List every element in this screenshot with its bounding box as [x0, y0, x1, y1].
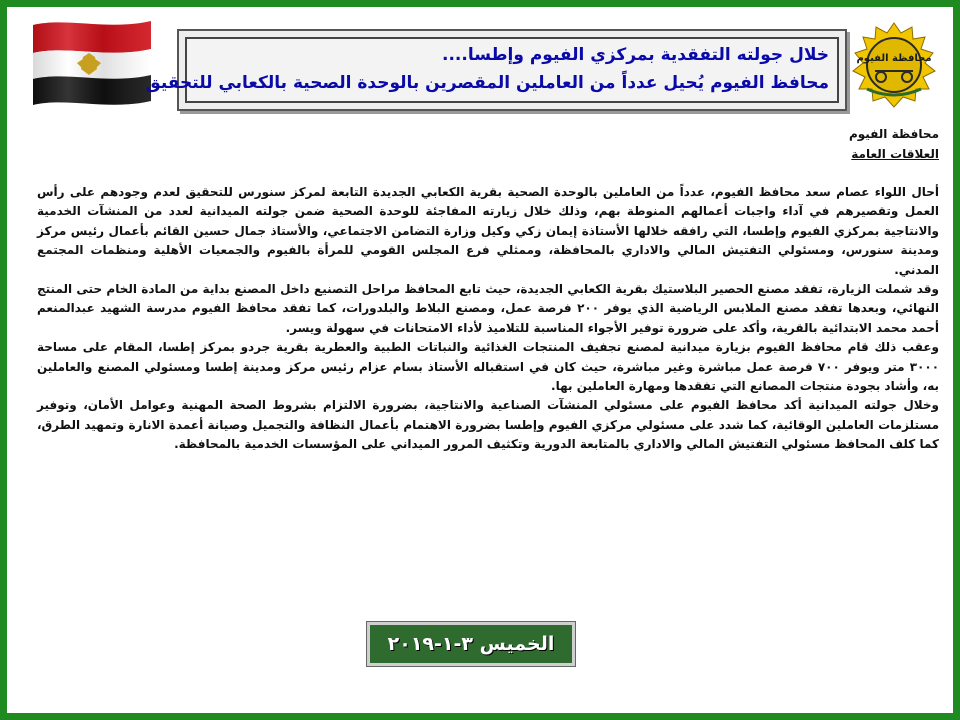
- document-page: [7, 7, 953, 713]
- article-paragraph: وعقب ذلك قام محافظ الفيوم بزيارة ميدانية لمصنع تجفيف المنتجات الغذائية والنباتات الطبية والعطرية بقرية جردو بمركز إطسا، المقام على مساحة ٣٠٠٠ متر ويوفر ٧٠٠ فرصة عمل مباشرة وغير مباشرة، حيث كان في استقباله الأستاذ بسام عزام رئيس مركز ومدينة إطسا ومسئولي المصنع والعاملين به، وأشاد بجودة منتجات المصانع التي تفقدها ومهارة العاملين بها.: [37, 340, 940, 394]
- header-labels: [849, 124, 939, 164]
- article-paragraph: وخلال جولته الميدانية أكد محافظ الفيوم على مسئولي المنشآت الصناعية والانتاجية، بضرورة الالتزام بشروط الصحة المهنية وعوامل الأمان، وتوفير مستلزمات العاملين الوقائية، كما شدد على مسئولي مركزي الفيوم وإطسا بضرورة الاهتمام بأعمال النظافة والتجميل وصيانة أعمدة الانارة وتمهيد الطرق، كما كلف المحافظ مسئولي التفتيش المالي والاداري بالمتابعة الدورية وتكثيف المرور الميداني على المؤسسات الخدمية بالمحافظة.: [37, 398, 939, 452]
- title-banner: [145, 29, 847, 111]
- department-label: العلاقات العامة: [851, 147, 939, 161]
- article-body: [37, 183, 939, 455]
- logo-text: محافظة الفيوم: [856, 53, 932, 64]
- egypt-flag-icon: [27, 15, 155, 107]
- governorate-label: محافظة الفيوم: [848, 127, 939, 141]
- date-badge: [367, 622, 575, 666]
- article-paragraph: أحال اللواء عصام سعد محافظ الفيوم، عدداً من العاملين بالوحدة الصحية بقرية الكعابي الجديدة التابعة لمركز سنورس للتحقيق لعدم وجودهم على رأس العمل وتقصيرهم في آداء واجبات أعمالهم المنوطة بهم، وذلك خلال زيارته المفاجئة للوحدة الصحية ضمن جولته الميدانية لعدد من المنشآت الخدمية والانتاجية بمركزي الفيوم وإطسا، التي رافقه خلالها الأستاذة إيمان زكي وكيل وزارة التضامن الاجتماعي، والأستاذ جمال حسين القائم بأعمال رئيس مركز ومدينة سنورس، ومسئولي التفتيش المالي والاداري بالمحافظة، وممثلي فرع المجلس القومي للمرأة بالفيوم والجمعيات الأهلية ومنظمات المجتمع المدني.: [37, 185, 939, 277]
- article-paragraph: وقد شملت الزيارة، تفقد مصنع الحصير البلاستيك بقرية الكعابي الجديدة، حيث تابع المحافظ مراحل التصنيع داخل المصنع بداية من المادة الخام حتى المنتج النهائي، وبعدها تفقد مصنع الملابس الرياضية الذي يوفر ٢٠٠ فرصة عمل، ومصنع البلاط والبلدورات، كما تفقد محافظ الفيوم مدرسة الشهيد عبدالمنعم أحمد محمد الابتدائية بالقرية، وأكد على ضرورة توفير الأجواء المناسبة للتلاميذ لأداء الامتحانات في سهولة ويسر.: [37, 282, 939, 335]
- headline-line-1: خلال جولته التفقدية بمركزي الفيوم وإطسا....: [442, 45, 829, 65]
- headline-line-2: محافظ الفيوم يُحيل عدداً من العاملين المقصرين بالوحدة الصحية بالكعابي للتحقيق: [145, 73, 829, 93]
- fayoum-governorate-logo-icon: [845, 19, 943, 111]
- date-text: الخميس ٣-١-٢٠١٩: [387, 633, 555, 655]
